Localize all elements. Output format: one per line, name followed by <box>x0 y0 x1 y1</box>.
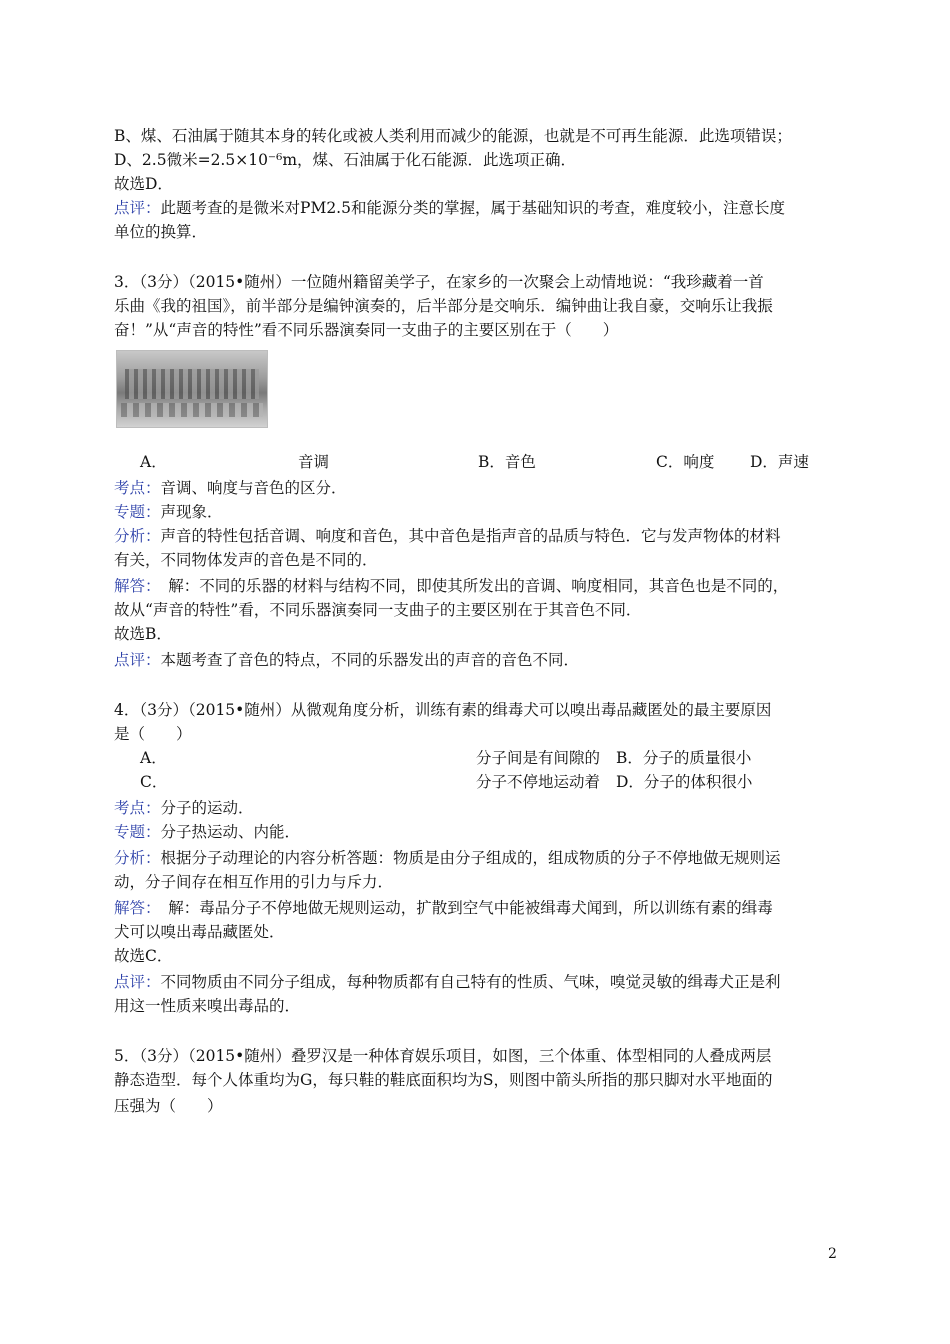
q4-stem-line: 是（ ） <box>114 725 192 743</box>
text-line: 动，分子间存在相互作用的引力与斥力． <box>114 873 394 891</box>
kaodian-label: 考点： <box>114 479 161 497</box>
q4-answer: 故选C． <box>114 947 173 965</box>
q4-dianping <box>114 970 781 994</box>
dianping-label: 点评： <box>114 651 161 669</box>
text-line: D、2.5微米=2.5×10⁻⁶m，煤、石油属于化石能源．此选项正确． <box>114 151 577 169</box>
jieda-text: 解：毒品分子不停地做无规则运动，扩散到空气中能被缉毒犬闻到，所以训练有素的缉毒 <box>152 899 773 917</box>
q3-option-a: 音调 <box>298 453 330 471</box>
q5-stem-line: 静态造型．每个人体重均为G，每只鞋的鞋底面积均为S，则图中箭头所指的那只脚对水平地面的 <box>114 1071 773 1089</box>
q5-stem-line: 压强为（ ） <box>114 1097 223 1115</box>
zhuanti-label: 专题： <box>114 503 161 521</box>
review-text: 此题考查的是微米对PM2.5和能源分类的掌握，属于基础知识的考查，难度较小，注意长度 <box>160 199 785 217</box>
kaodian-text: 音调、响度与音色的区分． <box>160 479 347 497</box>
q3-zhuanti <box>114 500 223 524</box>
kaodian-label: 考点： <box>114 799 161 817</box>
q3-dianping <box>114 648 579 672</box>
dianping-text: 不同物质由不同分子组成，每种物质都有自己特有的性质、气味，嗅觉灵敏的缉毒犬正是利 <box>160 973 781 991</box>
q4-option-a-letter: A． <box>140 749 167 767</box>
fenxi-label: 分析： <box>114 849 161 867</box>
text-line: 用这一性质来嗅出毒品的． <box>114 997 301 1015</box>
text-line: 故从“声音的特性”看，不同乐器演奏同一支曲子的主要区别在于其音色不同． <box>114 601 642 619</box>
kaodian-text: 分子的运动． <box>160 799 254 817</box>
q3-jieda <box>114 574 788 598</box>
zhuanti-text: 声现象． <box>160 503 223 521</box>
dianping-text: 本题考查了音色的特点，不同的乐器发出的声音的音色不同． <box>160 651 580 669</box>
text-line: 有关，不同物体发声的音色是不同的． <box>114 551 378 569</box>
text-line: 故选D． <box>114 175 173 193</box>
q3-option-b: B．音色 <box>478 453 536 471</box>
q3-stem-line: 乐曲《我的祖国》，前半部分是编钟演奏的，后半部分是交响乐．编钟曲让我自豪，交响乐让我振 <box>114 297 773 315</box>
q3-option-a-letter: A． <box>140 453 167 471</box>
text-line: 犬可以嗅出毒品藏匿处． <box>114 923 285 941</box>
q4-option-c-letter: C． <box>140 773 168 791</box>
review-line <box>114 196 785 220</box>
jieda-text: 解：不同的乐器的材料与结构不同，即使其所发出的音调、响度相同，其音色也是不同的， <box>152 577 789 595</box>
q4-fenxi <box>114 846 781 870</box>
fenxi-text: 根据分子动理论的内容分析答题：物质是由分子组成的，组成物质的分子不停地做无规则运 <box>160 849 781 867</box>
text-line: 单位的换算． <box>114 223 208 241</box>
q3-fenxi <box>114 524 781 548</box>
page-number: 2 <box>828 1246 837 1262</box>
q4-option-b: B．分子的质量很小 <box>616 749 752 767</box>
q3-kaodian <box>114 476 347 500</box>
jieda-label: 解答： <box>114 577 153 595</box>
zhuanti-text: 分子热运动、内能． <box>160 823 301 841</box>
q4-jieda <box>114 896 773 920</box>
q5-stem-line: 5．（3分）（2015•随州）叠罗汉是一种体育娱乐项目，如图，三个体重、体型相同的人叠成两层 <box>114 1047 772 1065</box>
fenxi-text: 声音的特性包括音调、响度和音色，其中音色是指声音的品质与特色．它与发声物体的材料 <box>160 527 781 545</box>
jieda-label: 解答： <box>114 899 153 917</box>
q3-option-c: C．响度 <box>656 453 715 471</box>
dianping-label: 点评： <box>114 973 161 991</box>
q4-option-c: 分子不停地运动着 <box>476 773 601 791</box>
text-line: B、煤、石油属于随其本身的转化或被人类利用而减少的能源，也就是不可再生能源．此选项错误； <box>114 127 792 145</box>
review-label: 点评： <box>114 199 161 217</box>
q3-stem-line: 3．（3分）（2015•随州）一位随州籍留美学子，在家乡的一次聚会上动情地说：“我珍藏着一首 <box>114 273 764 291</box>
q3-answer: 故选B． <box>114 625 172 643</box>
q4-kaodian <box>114 796 254 820</box>
bianzhong-photo <box>116 350 268 428</box>
q4-option-d: D．分子的体积很小 <box>616 773 753 791</box>
q4-option-a: 分子间是有间隙的 <box>476 749 601 767</box>
q4-zhuanti <box>114 820 300 844</box>
q3-stem-line: 奋！”从“声音的特性”看不同乐器演奏同一支曲子的主要区别在于（ ） <box>114 321 619 339</box>
fenxi-label: 分析： <box>114 527 161 545</box>
q4-stem-line: 4．（3分）（2015•随州）从微观角度分析，训练有素的缉毒犬可以嗅出毒品藏匿处的最主要原因 <box>114 701 772 719</box>
zhuanti-label: 专题： <box>114 823 161 841</box>
q3-option-d: D．声速 <box>750 453 809 471</box>
